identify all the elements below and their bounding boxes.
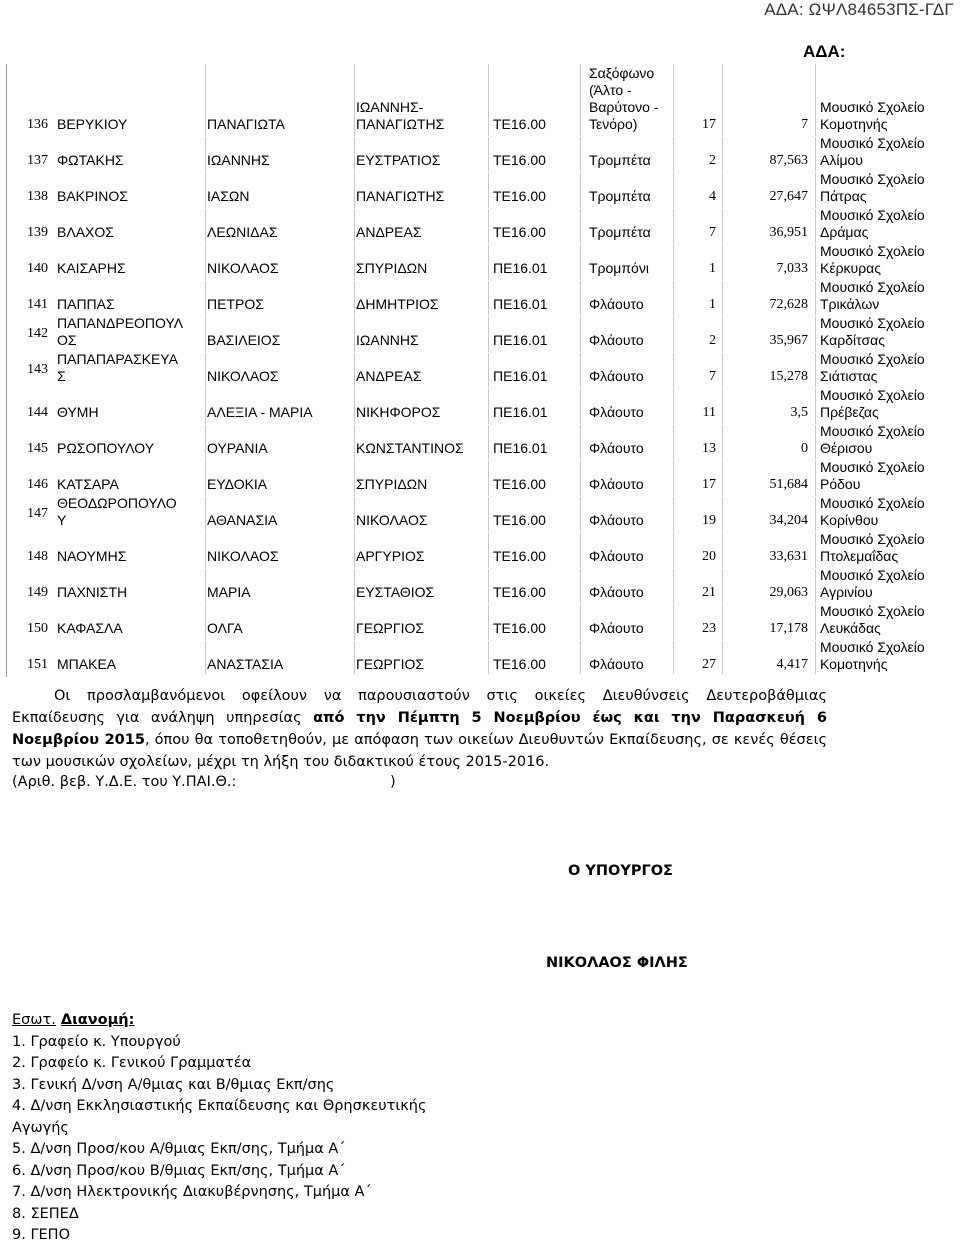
distribution-items [12, 1032, 482, 1247]
rank-cell: 20 [702, 549, 716, 564]
specialty-code-cell: ΤΕ16.00 [493, 548, 546, 564]
surname-cell-line: ΒΕΡΥΚΙΟΥ [57, 116, 128, 132]
school-cell-line: Σιάτιστας [820, 368, 878, 384]
school-cell-line: Μουσικό Σχολείο [820, 99, 925, 115]
father-name-cell-line: ΓΕΩΡΓΙΟΣ [356, 620, 424, 636]
row-number: 137 [27, 153, 48, 168]
surname-cell [57, 116, 127, 133]
father-name-cell [356, 188, 444, 205]
reference-label: (Αριθ. βεβ. Υ.Δ.Ε. του Υ.ΠΑΙ.Θ.: [12, 774, 237, 790]
surname-cell-line: ΘΥΜΗ [57, 404, 99, 420]
school-cell [820, 531, 925, 565]
father-name-cell-line: ΙΩΑΝΝΗΣ- [356, 99, 424, 115]
ada-label: ΑΔΑ: [803, 42, 846, 61]
score-cell: 0 [801, 441, 808, 456]
first-name-cell [207, 188, 249, 205]
table-row [7, 533, 960, 569]
first-name-cell [207, 296, 264, 313]
row-number: 150 [27, 621, 48, 636]
first-name-cell [207, 368, 278, 385]
school-cell-line: Αλίμου [820, 152, 863, 168]
father-name-cell [356, 99, 444, 133]
distribution-list [12, 1010, 482, 1247]
surname-cell [57, 656, 116, 673]
first-name-cell [207, 332, 280, 349]
instrument-cell-line: Φλάουτο [589, 584, 644, 600]
father-name-cell-line: ΚΩΝΣΤΑΝΤΙΝΟΣ [356, 440, 464, 456]
school-cell [820, 495, 925, 529]
first-name-cell [207, 440, 268, 457]
score-cell: 27,647 [769, 189, 808, 204]
father-name-cell-line: ΙΩΑΝΝΗΣ [356, 332, 419, 348]
surname-cell-line: ΝΑΟΥΜΗΣ [57, 548, 127, 564]
instrument-cell [589, 512, 644, 529]
row-number: 142 [27, 326, 48, 341]
father-name-cell [356, 548, 425, 565]
score-cell: 4,417 [776, 657, 808, 672]
instrument-cell [589, 224, 651, 241]
table-row [7, 605, 960, 641]
surname-cell [57, 296, 115, 313]
rank-cell: 21 [702, 585, 716, 600]
signature-name: ΝΙΚΟΛΑΟΣ ΦΙΛΗΣ [546, 955, 688, 971]
row-number: 151 [27, 657, 48, 672]
specialty-code-cell: ΠΕ16.01 [493, 296, 548, 312]
first-name-cell [207, 152, 270, 169]
rank-cell: 11 [702, 405, 716, 420]
score-cell: 72,628 [769, 297, 808, 312]
distribution-item: 6. Δ/νση Προσ/κου Β/θμιας Εκπ/σης, Τμήμα Α΄ [12, 1162, 346, 1179]
table-row [7, 209, 960, 245]
instrument-cell [589, 296, 644, 313]
first-name-cell-line: ΝΙΚΟΛΑΟΣ [207, 548, 279, 564]
father-name-cell [356, 404, 440, 421]
specialty-code-cell: ΤΕ16.00 [493, 656, 546, 672]
first-name-cell-line: ΑΝΑΣΤΑΣΙΑ [207, 656, 284, 672]
instrument-cell [589, 620, 644, 637]
table-row [7, 137, 960, 173]
school-cell-line: Μουσικό Σχολείο [820, 207, 925, 223]
table-row [7, 317, 960, 353]
table-row [7, 461, 960, 497]
instrument-cell-line: Βαρύτονο - [589, 99, 659, 115]
surname-cell [57, 476, 119, 493]
surname-cell-line: ΡΩΣΟΠΟΥΛΟΥ [57, 440, 155, 456]
surname-cell-line: ΠΑΧΝΙΣΤΗ [57, 584, 128, 600]
school-cell-line: Δράμας [820, 224, 869, 240]
school-cell [820, 315, 925, 349]
rank-cell: 19 [702, 513, 716, 528]
first-name-cell [207, 620, 243, 637]
father-name-cell [356, 584, 434, 601]
instrument-cell-line: Φλάουτο [589, 512, 644, 528]
father-name-cell-line: ΓΕΩΡΓΙΟΣ [356, 656, 424, 672]
surname-cell-line: ΚΑΦΑΣΛΑ [57, 620, 123, 636]
father-name-cell [356, 620, 424, 637]
rank-cell: 23 [702, 621, 716, 636]
specialty-code-cell: ΤΕ16.00 [493, 224, 546, 240]
father-name-cell-line: ΠΑΝΑΓΙΩΤΗΣ [356, 188, 445, 204]
appointments-table [6, 64, 960, 677]
instrument-cell-line: Σαξόφωνο [589, 65, 655, 81]
reference-close: ) [390, 774, 396, 790]
row-number: 139 [27, 225, 48, 240]
instrument-cell-line: Τρομπέτα [589, 224, 651, 240]
school-cell-line: Πρέβεζας [820, 404, 879, 420]
school-cell-line: Μουσικό Σχολείο [820, 387, 925, 403]
first-name-cell [207, 512, 277, 529]
row-number: 143 [27, 362, 48, 377]
instrument-cell-line: Φλάουτο [589, 548, 644, 564]
school-cell [820, 603, 925, 637]
instrument-cell [589, 440, 644, 457]
school-cell-line: Μουσικό Σχολείο [820, 531, 925, 547]
first-name-cell-line: ΒΑΣΙΛΕΙΟΣ [207, 332, 281, 348]
score-cell: 7 [801, 117, 808, 132]
specialty-code-cell: ΤΕ16.00 [493, 116, 546, 132]
row-number: 140 [27, 261, 48, 276]
father-name-cell [356, 368, 421, 385]
specialty-code-cell: ΤΕ16.00 [493, 620, 546, 636]
distribution-title: Διανομή: [60, 1012, 135, 1028]
school-cell-line: Θέρισου [820, 440, 873, 456]
first-name-cell-line: ΝΙΚΟΛΑΟΣ [207, 368, 279, 384]
school-cell [820, 567, 925, 601]
school-cell [820, 99, 925, 133]
first-name-cell-line: ΟΥΡΑΝΙΑ [207, 440, 268, 456]
instrument-cell-line: Φλάουτο [589, 656, 644, 672]
surname-cell-line: ΒΛΑΧΟΣ [57, 224, 114, 240]
distribution-heading [12, 1010, 482, 1032]
instrument-cell-line: Τρομπόνι [589, 260, 649, 276]
surname-cell [57, 152, 124, 169]
surname-cell [57, 548, 126, 565]
first-name-cell-line: ΛΕΩΝΙΔΑΣ [207, 224, 278, 240]
paragraph-text: Οι προσλαμβανόμενοι οφείλουν να παρουσιαστούν στις οικείες Διευθύνσεις Δευτεροβάθμιας Εκπαίδευσης για ανάληψη υπηρεσίας [12, 688, 827, 726]
score-cell: 51,684 [769, 477, 808, 492]
score-cell: 35,967 [769, 333, 808, 348]
instrument-cell-line: Τρομπέτα [589, 188, 651, 204]
first-name-cell-line: ΑΛΕΞΙΑ - ΜΑΡΙΑ [207, 404, 313, 420]
father-name-cell [356, 332, 419, 349]
instrument-cell-line: (Άλτο - [589, 82, 632, 98]
surname-cell-line: ΟΣ [57, 332, 77, 348]
father-name-cell [356, 224, 421, 241]
instrument-cell-line: Φλάουτο [589, 332, 644, 348]
surname-cell-line: ΜΠΑΚΕΑ [57, 656, 117, 672]
school-cell-line: Καρδίτσας [820, 332, 885, 348]
row-number: 146 [27, 477, 48, 492]
surname-cell [57, 404, 99, 421]
distribution-prefix: Εσωτ. [12, 1012, 56, 1028]
row-number: 138 [27, 189, 48, 204]
paragraph-dates: από την Πέμπτη 5 Νοεμβρίου έως και την Παρασκευή 6 Νοεμβρίου 2015 [12, 710, 827, 748]
distribution-item: 9. ΓΕΠΟ [12, 1227, 70, 1243]
father-name-cell-line: ΑΝΔΡΕΑΣ [356, 368, 422, 384]
surname-cell [57, 224, 114, 241]
surname-cell-line: ΘΕΟΔΩΡΟΠΟΥΛΟ [57, 495, 177, 511]
table-row [7, 245, 960, 281]
instrument-cell [589, 332, 644, 349]
first-name-cell [207, 584, 251, 601]
surname-cell-line: ΠΑΠΑΠΑΡΑΣΚΕΥΑ [57, 351, 178, 367]
first-name-cell [207, 116, 285, 133]
school-cell-line: Κορίνθου [820, 512, 879, 528]
school-cell [820, 243, 925, 277]
school-cell [820, 351, 925, 385]
row-number: 148 [27, 549, 48, 564]
school-cell-line: Μουσικό Σχολείο [820, 243, 925, 259]
row-number: 147 [27, 506, 48, 521]
rank-cell: 7 [709, 369, 716, 384]
surname-cell [57, 440, 154, 457]
first-name-cell-line: ΝΙΚΟΛΑΟΣ [207, 260, 279, 276]
first-name-cell [207, 404, 313, 421]
school-cell-line: Ρόδου [820, 476, 861, 492]
distribution-item: 8. ΣΕΠΕΔ [12, 1205, 79, 1222]
school-cell-line: Πάτρας [820, 188, 867, 204]
specialty-code-cell: ΤΕ16.00 [493, 188, 546, 204]
rank-cell: 2 [709, 153, 716, 168]
specialty-code-cell: ΠΕ16.01 [493, 332, 548, 348]
score-cell: 3,5 [790, 405, 808, 420]
father-name-cell-line: ΕΥΣΤΡΑΤΙΟΣ [356, 152, 441, 168]
score-cell: 29,063 [769, 585, 808, 600]
instrument-cell-line: Φλάουτο [589, 476, 644, 492]
table-row [7, 641, 960, 677]
father-name-cell-line: ΣΠΥΡΙΔΩΝ [356, 476, 428, 492]
first-name-cell [207, 476, 267, 493]
first-name-cell [207, 548, 278, 565]
father-name-cell [356, 152, 440, 169]
signature-title: Ο ΥΠΟΥΡΓΟΣ [568, 863, 673, 879]
table-row [7, 173, 960, 209]
table-row [7, 281, 960, 317]
instrument-cell-line: Φλάουτο [589, 404, 644, 420]
surname-cell [57, 188, 128, 205]
school-cell-line: Πτολεμαΐδας [820, 548, 899, 564]
first-name-cell [207, 224, 278, 241]
school-cell-line: Κομοτηνής [820, 116, 888, 132]
surname-cell [57, 620, 123, 637]
rank-cell: 2 [709, 333, 716, 348]
instrument-cell [589, 476, 644, 493]
row-number: 144 [27, 405, 48, 420]
rank-cell: 7 [709, 225, 716, 240]
school-cell-line: Μουσικό Σχολείο [820, 495, 925, 511]
school-cell-line: Μουσικό Σχολείο [820, 423, 925, 439]
first-name-cell-line: ΙΩΑΝΝΗΣ [207, 152, 270, 168]
surname-cell-line: ΠΑΠΑΝΔΡΕΟΠΟΥΛ [57, 315, 184, 331]
school-cell-line: Μουσικό Σχολείο [820, 639, 925, 655]
score-cell: 17,178 [769, 621, 808, 636]
first-name-cell-line: ΕΥΔΟΚΙΑ [207, 476, 268, 492]
rank-cell: 17 [702, 477, 716, 492]
father-name-cell [356, 440, 464, 457]
surname-cell-line: ΠΑΠΠΑΣ [57, 296, 115, 312]
school-cell [820, 423, 925, 457]
school-cell-line: Κομοτηνής [820, 656, 888, 672]
school-cell [820, 207, 925, 241]
rank-cell: 13 [702, 441, 716, 456]
father-name-cell [356, 512, 427, 529]
father-name-cell-line: ΣΠΥΡΙΔΩΝ [356, 260, 428, 276]
row-number: 136 [27, 117, 48, 132]
paragraph-text: , όπου θα τοποθετηθούν, με απόφαση των οικείων Διευθυντών Εκπαίδευσης, σε κενές θέσεις των μουσικών σχολείων, μέχρι τη λήξη του διδακτικού έτους 2015-2016. [12, 732, 827, 770]
table-row [7, 389, 960, 425]
surname-cell-line: ΚΑΤΣΑΡΑ [57, 476, 119, 492]
specialty-code-cell: ΠΕ16.01 [493, 404, 548, 420]
ada-code: ΑΔΑ: ΩΨΛ84653ΠΣ-ΓΔΓ [764, 0, 954, 19]
father-name-cell [356, 260, 427, 277]
first-name-cell-line: ΠΕΤΡΟΣ [207, 296, 264, 312]
specialty-code-cell: ΠΕ16.01 [493, 440, 548, 456]
first-name-cell [207, 656, 283, 673]
father-name-cell-line: ΝΙΚΗΦΟΡΟΣ [356, 404, 441, 420]
school-cell [820, 459, 925, 493]
rank-cell: 1 [709, 297, 716, 312]
father-name-cell-line: ΑΡΓΥΡΙΟΣ [356, 548, 425, 564]
father-name-cell [356, 476, 427, 493]
school-cell-line: Μουσικό Σχολείο [820, 171, 925, 187]
instrument-cell-line: Φλάουτο [589, 440, 644, 456]
instrument-cell [589, 152, 651, 169]
specialty-code-cell: ΤΕ16.00 [493, 512, 546, 528]
rank-cell: 1 [709, 261, 716, 276]
row-number: 149 [27, 585, 48, 600]
score-cell: 15,278 [769, 369, 808, 384]
instrument-cell [589, 584, 644, 601]
distribution-item: 1. Γραφείο κ. Υπουργού [12, 1033, 181, 1050]
school-cell-line: Αγρινίου [820, 584, 873, 600]
first-name-cell-line: ΙΑΣΩΝ [207, 188, 250, 204]
surname-cell-line: Σ [57, 368, 66, 384]
table-row [7, 425, 960, 461]
specialty-code-cell: ΠΕ16.01 [493, 368, 548, 384]
distribution-item: 2. Γραφείο κ. Γενικού Γραμματέα [12, 1055, 252, 1071]
score-cell: 34,204 [769, 513, 808, 528]
distribution-item: 3. Γενική Δ/νση Α/θμιας και Β/θμιας Εκπ/σης [12, 1076, 335, 1093]
score-cell: 7,033 [776, 261, 808, 276]
specialty-code-cell: ΤΕ16.00 [493, 584, 546, 600]
specialty-code-cell: ΠΕ16.01 [493, 260, 548, 276]
instrument-cell [589, 368, 644, 385]
row-number: 141 [27, 297, 48, 312]
table-row [7, 497, 960, 533]
surname-cell [57, 260, 126, 277]
distribution-item: 5. Δ/νση Προσ/κου Α/θμιας Εκπ/σης, Τμήμα Α΄ [12, 1141, 346, 1157]
instrument-cell-line: Φλάουτο [589, 620, 644, 636]
surname-cell-line: Υ [57, 512, 67, 528]
school-cell-line: Μουσικό Σχολείο [820, 567, 925, 583]
first-name-cell [207, 260, 278, 277]
rank-cell: 27 [702, 657, 716, 672]
instructions-paragraph [12, 685, 827, 773]
table-row [7, 569, 960, 605]
surname-cell-line: ΚΑΙΣΑΡΗΣ [57, 260, 126, 276]
school-cell-line: Λευκάδας [820, 620, 881, 636]
school-cell-line: Μουσικό Σχολείο [820, 315, 925, 331]
score-cell: 87,563 [769, 153, 808, 168]
father-name-cell-line: ΔΗΜΗΤΡΙΟΣ [356, 296, 439, 312]
instrument-cell [589, 260, 649, 277]
table-row [7, 64, 960, 137]
first-name-cell-line: ΑΘΑΝΑΣΙΑ [207, 512, 278, 528]
school-cell [820, 387, 925, 421]
rank-cell: 17 [702, 117, 716, 132]
school-cell-line: Μουσικό Σχολείο [820, 459, 925, 475]
instrument-cell [589, 548, 644, 565]
table-row [7, 353, 960, 389]
surname-cell [57, 315, 183, 349]
instrument-cell [589, 404, 644, 421]
father-name-cell [356, 656, 424, 673]
father-name-cell-line: ΑΝΔΡΕΑΣ [356, 224, 422, 240]
instrument-cell [589, 65, 659, 133]
surname-cell-line: ΒΑΚΡΙΝΟΣ [57, 188, 128, 204]
school-cell-line: Κέρκυρας [820, 260, 882, 276]
surname-cell-line: ΦΩΤΑΚΗΣ [57, 152, 124, 168]
instrument-cell-line: Φλάουτο [589, 368, 644, 384]
school-cell-line: Μουσικό Σχολείο [820, 351, 925, 367]
father-name-cell [356, 296, 439, 313]
school-cell [820, 639, 925, 673]
school-cell-line: Μουσικό Σχολείο [820, 603, 925, 619]
surname-cell [57, 351, 178, 385]
first-name-cell-line: ΜΑΡΙΑ [207, 584, 251, 600]
specialty-code-cell: ΤΕ16.00 [493, 152, 546, 168]
school-cell [820, 171, 925, 205]
instrument-cell-line: Φλάουτο [589, 296, 644, 312]
first-name-cell-line: ΠΑΝΑΓΙΩΤΑ [207, 116, 285, 132]
school-cell [820, 279, 925, 313]
specialty-code-cell: ΤΕ16.00 [493, 476, 546, 492]
distribution-item: 4. Δ/νση Εκκλησιαστικής Εκπαίδευσης και Θρησκευτικής Αγωγής [12, 1098, 427, 1136]
row-number: 145 [27, 441, 48, 456]
surname-cell [57, 495, 177, 529]
score-cell: 33,631 [769, 549, 808, 564]
school-cell [820, 135, 925, 169]
score-cell: 36,951 [769, 225, 808, 240]
school-cell-line: Μουσικό Σχολείο [820, 135, 925, 151]
father-name-cell-line: ΝΙΚΟΛΑΟΣ [356, 512, 428, 528]
school-cell-line: Μουσικό Σχολείο [820, 279, 925, 295]
first-name-cell-line: ΟΛΓΑ [207, 620, 243, 636]
rank-cell: 4 [709, 189, 716, 204]
instrument-cell-line: Τενόρο) [589, 116, 638, 132]
instrument-cell [589, 656, 644, 673]
distribution-item: 7. Δ/νση Ηλεκτρονικής Διακυβέρνησης, Τμήμα Α΄ [12, 1184, 372, 1200]
surname-cell [57, 584, 127, 601]
instrument-cell [589, 188, 651, 205]
father-name-cell-line: ΠΑΝΑΓΙΩΤΗΣ [356, 116, 445, 132]
father-name-cell-line: ΕΥΣΤΑΘΙΟΣ [356, 584, 435, 600]
school-cell-line: Τρικάλων [820, 296, 880, 312]
instrument-cell-line: Τρομπέτα [589, 152, 651, 168]
